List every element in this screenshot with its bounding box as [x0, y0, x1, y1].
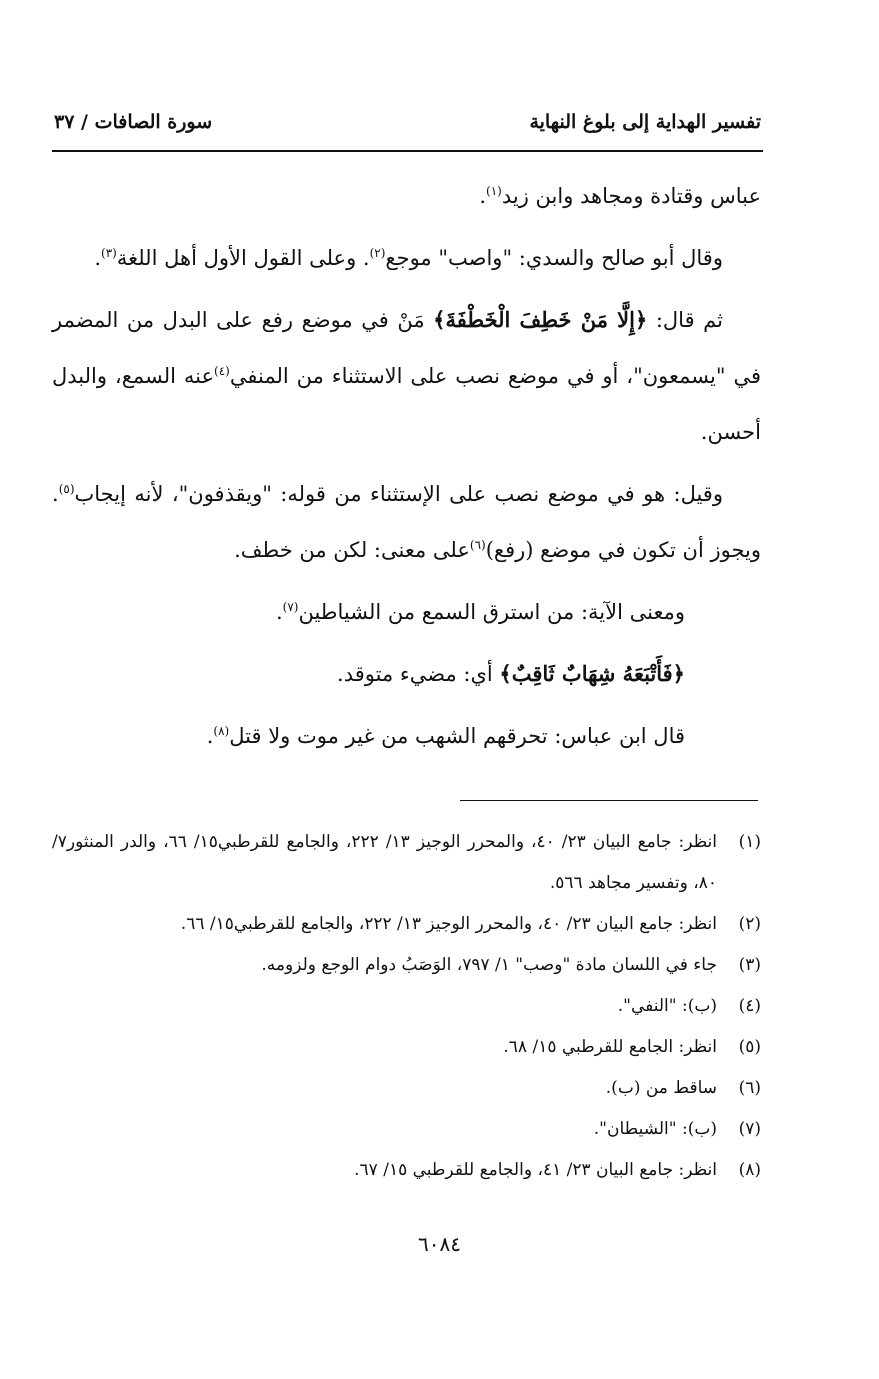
footnote-number: (٥)	[738, 1037, 761, 1057]
footnote-7	[52, 1109, 761, 1150]
footnotes-separator	[460, 800, 758, 801]
footnote-ref: (١)	[486, 184, 502, 198]
footnote-ref: (٢)	[369, 246, 386, 260]
footnote-text: جاء في اللسان مادة "وصب" ١/ ٧٩٧، الوَصَبُ دوام الوجع ولزومه.	[261, 955, 717, 975]
footnote-ref: (٧)	[282, 600, 299, 614]
footnote-ref: (٣)	[101, 246, 117, 260]
quran-verse: ﴿إِلَّا مَنْ خَطِفَ الْخَطْفَةَ﴾	[433, 307, 648, 332]
footnote-5	[52, 1027, 761, 1068]
footnote-6	[52, 1068, 761, 1109]
footnote-text: (ب): "الشيطان".	[593, 1119, 717, 1139]
footnote-number: (١)	[738, 832, 761, 852]
paragraph-6: ﴿فَأَتْبَعَهُ شِهَابٌ ثَاقِبٌ﴾ أي: مضيء متوقد.	[337, 661, 685, 686]
footnote-2	[52, 904, 761, 945]
footnote-ref: (٤)	[214, 364, 230, 378]
main-text	[52, 168, 761, 770]
footnote-text: انظر: جامع البيان ٢٣/ ٤٠، والمحرر الوجيز ١٣/ ٢٢٢، والجامع للقرطبي١٥/ ٦٦.	[180, 914, 717, 934]
footnote-4	[52, 986, 761, 1027]
footnote-number: (٧)	[738, 1119, 761, 1139]
paragraph-4: وقيل: هو في موضع نصب على الإستثناء من قوله: "ويقذفون"، لأنه إيجاب$^{(٥)}$. ويجوز أن تكون في موضع (رفع)$^{(٦)}$على معنى: لكن من خطف.	[52, 482, 761, 562]
paragraph-5: ومعنى الآية: من استرق السمع من الشياطين$^{(٧)}$.	[275, 600, 685, 624]
footnote-number: (٣)	[738, 955, 761, 975]
quran-verse: ﴿فَأَتْبَعَهُ شِهَابٌ ثَاقِبٌ﴾	[499, 661, 685, 686]
footnote-3	[52, 945, 761, 986]
footnote-number: (٤)	[738, 996, 761, 1016]
surah-reference: سورة الصافات / ٣٧	[54, 111, 213, 133]
paragraph-2: وقال أبو صالح والسدي: "واصب" موجع$^{(٢)}$. وعلى القول الأول أهل اللغة$^{(٣)}$.	[94, 246, 723, 270]
header-rule	[52, 150, 763, 152]
footnote-number: (٢)	[738, 914, 761, 934]
footnote-ref: (٥)	[58, 482, 75, 496]
book-title: تفسير الهداية إلى بلوغ النهاية	[529, 111, 761, 133]
footnote-number: (٨)	[738, 1160, 761, 1180]
footnote-text: (ب): "النفي".	[617, 996, 717, 1016]
footnote-text: انظر: جامع البيان ٢٣/ ٤١، والجامع للقرطبي ١٥/ ٦٧.	[354, 1160, 717, 1180]
footnote-1	[52, 822, 761, 904]
footnote-number: (٦)	[738, 1078, 761, 1098]
footnote-ref: (٨)	[213, 724, 230, 738]
footnote-text: انظر: جامع البيان ٢٣/ ٤٠، والمحرر الوجيز ١٣/ ٢٢٢، والجامع للقرطبي١٥/ ٦٦، والدر المنثور٧/ ٨٠، وتفسير مجاهد ٥٦٦.	[52, 832, 717, 893]
running-header	[54, 108, 761, 136]
paragraph-7: قال ابن عباس: تحرقهم الشهب من غير موت ولا قتل$^{(٨)}$.	[206, 724, 685, 748]
footnote-8	[52, 1150, 761, 1191]
page-number: ٦٠٨٤	[418, 1232, 461, 1256]
footnote-text: انظر: الجامع للقرطبي ١٥/ ٦٨.	[503, 1037, 717, 1057]
footnote-ref: (٦)	[469, 538, 486, 552]
footnotes	[52, 822, 761, 1191]
paragraph-3: ثم قال: ﴿إِلَّا مَنْ خَطِفَ الْخَطْفَةَ﴾ مَنْ في موضع رفع على البدل من المضمر في "يسمعون"، أو في موضع نصب على الاستثناء من المنفي$^{(٤)}$عنه السمع، والبدل أحسن.	[52, 307, 761, 444]
paragraph-1: عباس وقتادة ومجاهد وابن زيد$^{(١)}$.	[479, 184, 761, 208]
footnote-text: ساقط من (ب).	[605, 1078, 717, 1098]
